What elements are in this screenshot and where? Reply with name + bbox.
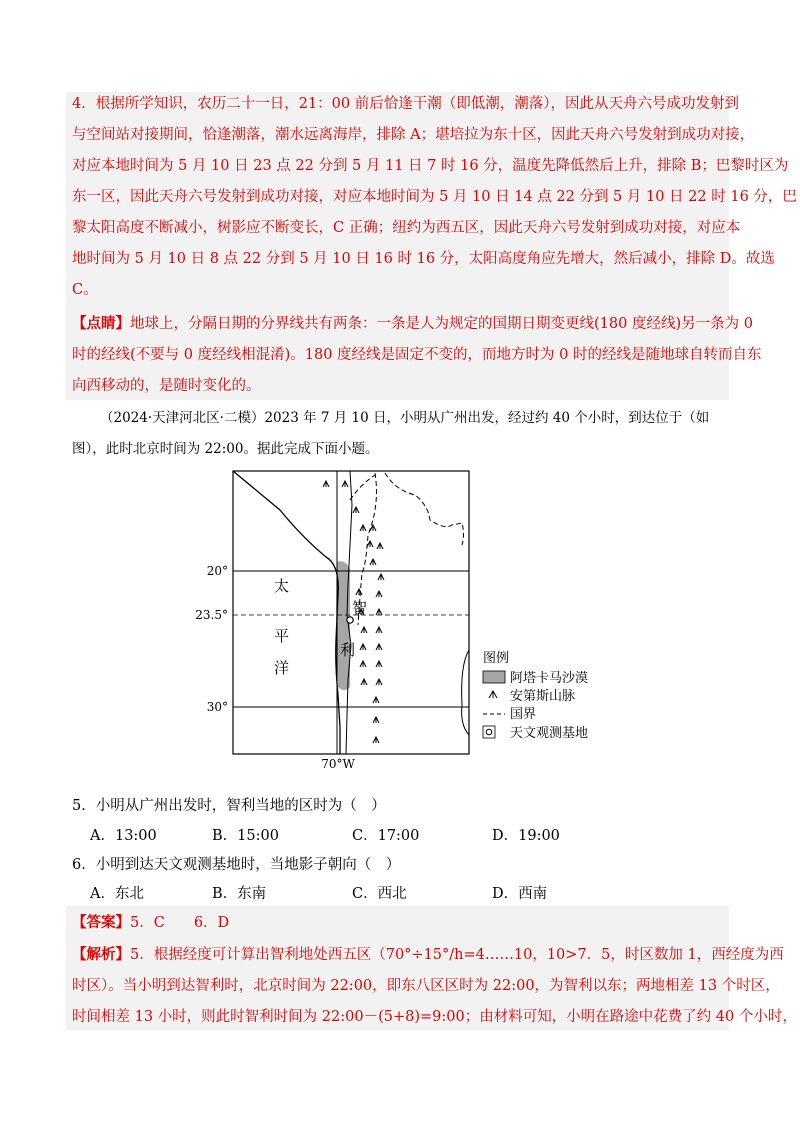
stem-line: 图），此时北京时间为 22:00。据此完成下面小题。 [72,441,379,457]
q5-option-d: D．19:00 [492,828,560,844]
q4-line: 黎太阳高度不断减小，树影应不断变长，C 正确；纽约为西五区，因此天舟六号发射到成功对接，对应本 [72,220,741,236]
legend-mountain-label: 安第斯山脉 [510,689,576,704]
q4-line: 东一区，因此天舟六号发射到成功对接，对应本地时间为 5 月 10 日 14 点 22 分到 5 月 10 日 22 时 16 分，巴 [72,189,797,205]
tip-line [72,314,753,334]
ocean-label-char: 太 [274,577,290,595]
lat-label-30: 30° [206,700,228,714]
answer-tag: 【答案】 [72,914,130,931]
legend-observatory-label: 天文观测基地 [510,726,589,741]
answer-text: 5．C 6．D [130,915,230,931]
border-argentina [385,473,464,545]
ocean-label-char: 洋 [274,659,290,677]
tip-line: 时的经线(不要与 0 度经线相混淆)。180 度经线是固定不变的，而地方时为 0 时的经线是随地球自转而自东 [72,347,762,363]
ocean-label-char: 平 [274,627,290,645]
answer-line [72,913,229,933]
q4-line: 与空间站对接期间，恰逢潮落，潮水远离海岸，排除 A；堪培拉为东十区，因此天舟六号发射到成功对接， [72,127,755,143]
map-frame [233,471,469,754]
tip-text: 地球上，分隔日期的分界线共有两条：一条是人为规定的国期日期变更线(180 度经线)另一条为 0 [130,316,753,332]
q5-question: 5．小明从广州出发时，智利当地的区时为（ ） [72,798,386,814]
q5-option-c: C．17:00 [352,828,420,844]
q4-line: 对应本地时间为 5 月 10 日 23 点 22 分到 5 月 11 日 7 时 16 分，温度先降低然后上升，排除 B；巴黎时区为 [72,158,789,174]
q4-line: 4．根据所学知识，农历二十一日，21：00 前后恰逢干潮（即低潮，潮落），因此从天舟六号成功发射到 [72,96,739,112]
country-label-char: 利 [340,641,356,659]
q5-option-b: B．15:00 [212,828,279,844]
coastline [233,471,340,754]
q6-option-b: B．东南 [212,886,267,902]
legend-desert-label: 阿塔卡马沙漠 [510,671,589,686]
legend-mountain-symbol [489,691,497,698]
stem-line: （2024·天津河北区·二模）2023 年 7 月 10 日，小明从广州出发，经过约 40 个小时，到达位于（如 [100,410,710,426]
lat-label-20: 20° [206,564,228,578]
analysis-line: 时区）。当小明到达智利时，北京时间为 22:00，即东八区区时为 22:00，为智利以东；两地相差 13 个时区， [72,978,780,994]
analysis-text: 5．根据经度可计算出智利地处西五区（70°÷15°/h=4……10，10>7．5，时区数加 1，西经度为西 [130,947,784,963]
border-east [462,650,469,735]
q6-option-c: C．西北 [352,886,407,902]
legend-observatory-icon [486,729,492,735]
analysis-line: 时间相差 13 小时，则此时智利时间为 22:00－(5+8)=9:00；由材料可知，小明在路途中花费了约 40 个小时， [72,1009,797,1025]
analysis-tag: 【解析】 [72,946,130,963]
lon-label: 70°W [321,757,355,771]
q5-option-a: A．13:00 [90,828,157,844]
q4-line: 地时间为 5 月 10 日 8 点 22 分到 5 月 10 日 16 时 16 分，太阳高度角应先增大，然后减小，排除 D。故选 [72,251,775,267]
q6-option-a: A．东北 [90,886,144,902]
q4-line: C。 [72,282,98,298]
lat-label-23-5: 23.5° [195,608,228,622]
legend-border-label: 国界 [510,707,537,722]
tip-tag: 【点睛】 [72,315,130,332]
q6-question: 6．小明到达天文观测基地时，当地影子朝向（ ） [72,857,401,873]
legend-title: 图例 [483,651,510,666]
analysis-line [72,945,784,965]
observatory-marker [347,617,353,623]
chile-map [190,465,610,775]
country-label-char: 智 [352,599,368,617]
tip-line: 向西移动的，是随时变化的。 [72,378,261,394]
legend-desert-swatch [483,671,505,683]
q6-option-d: D．西南 [492,886,548,902]
